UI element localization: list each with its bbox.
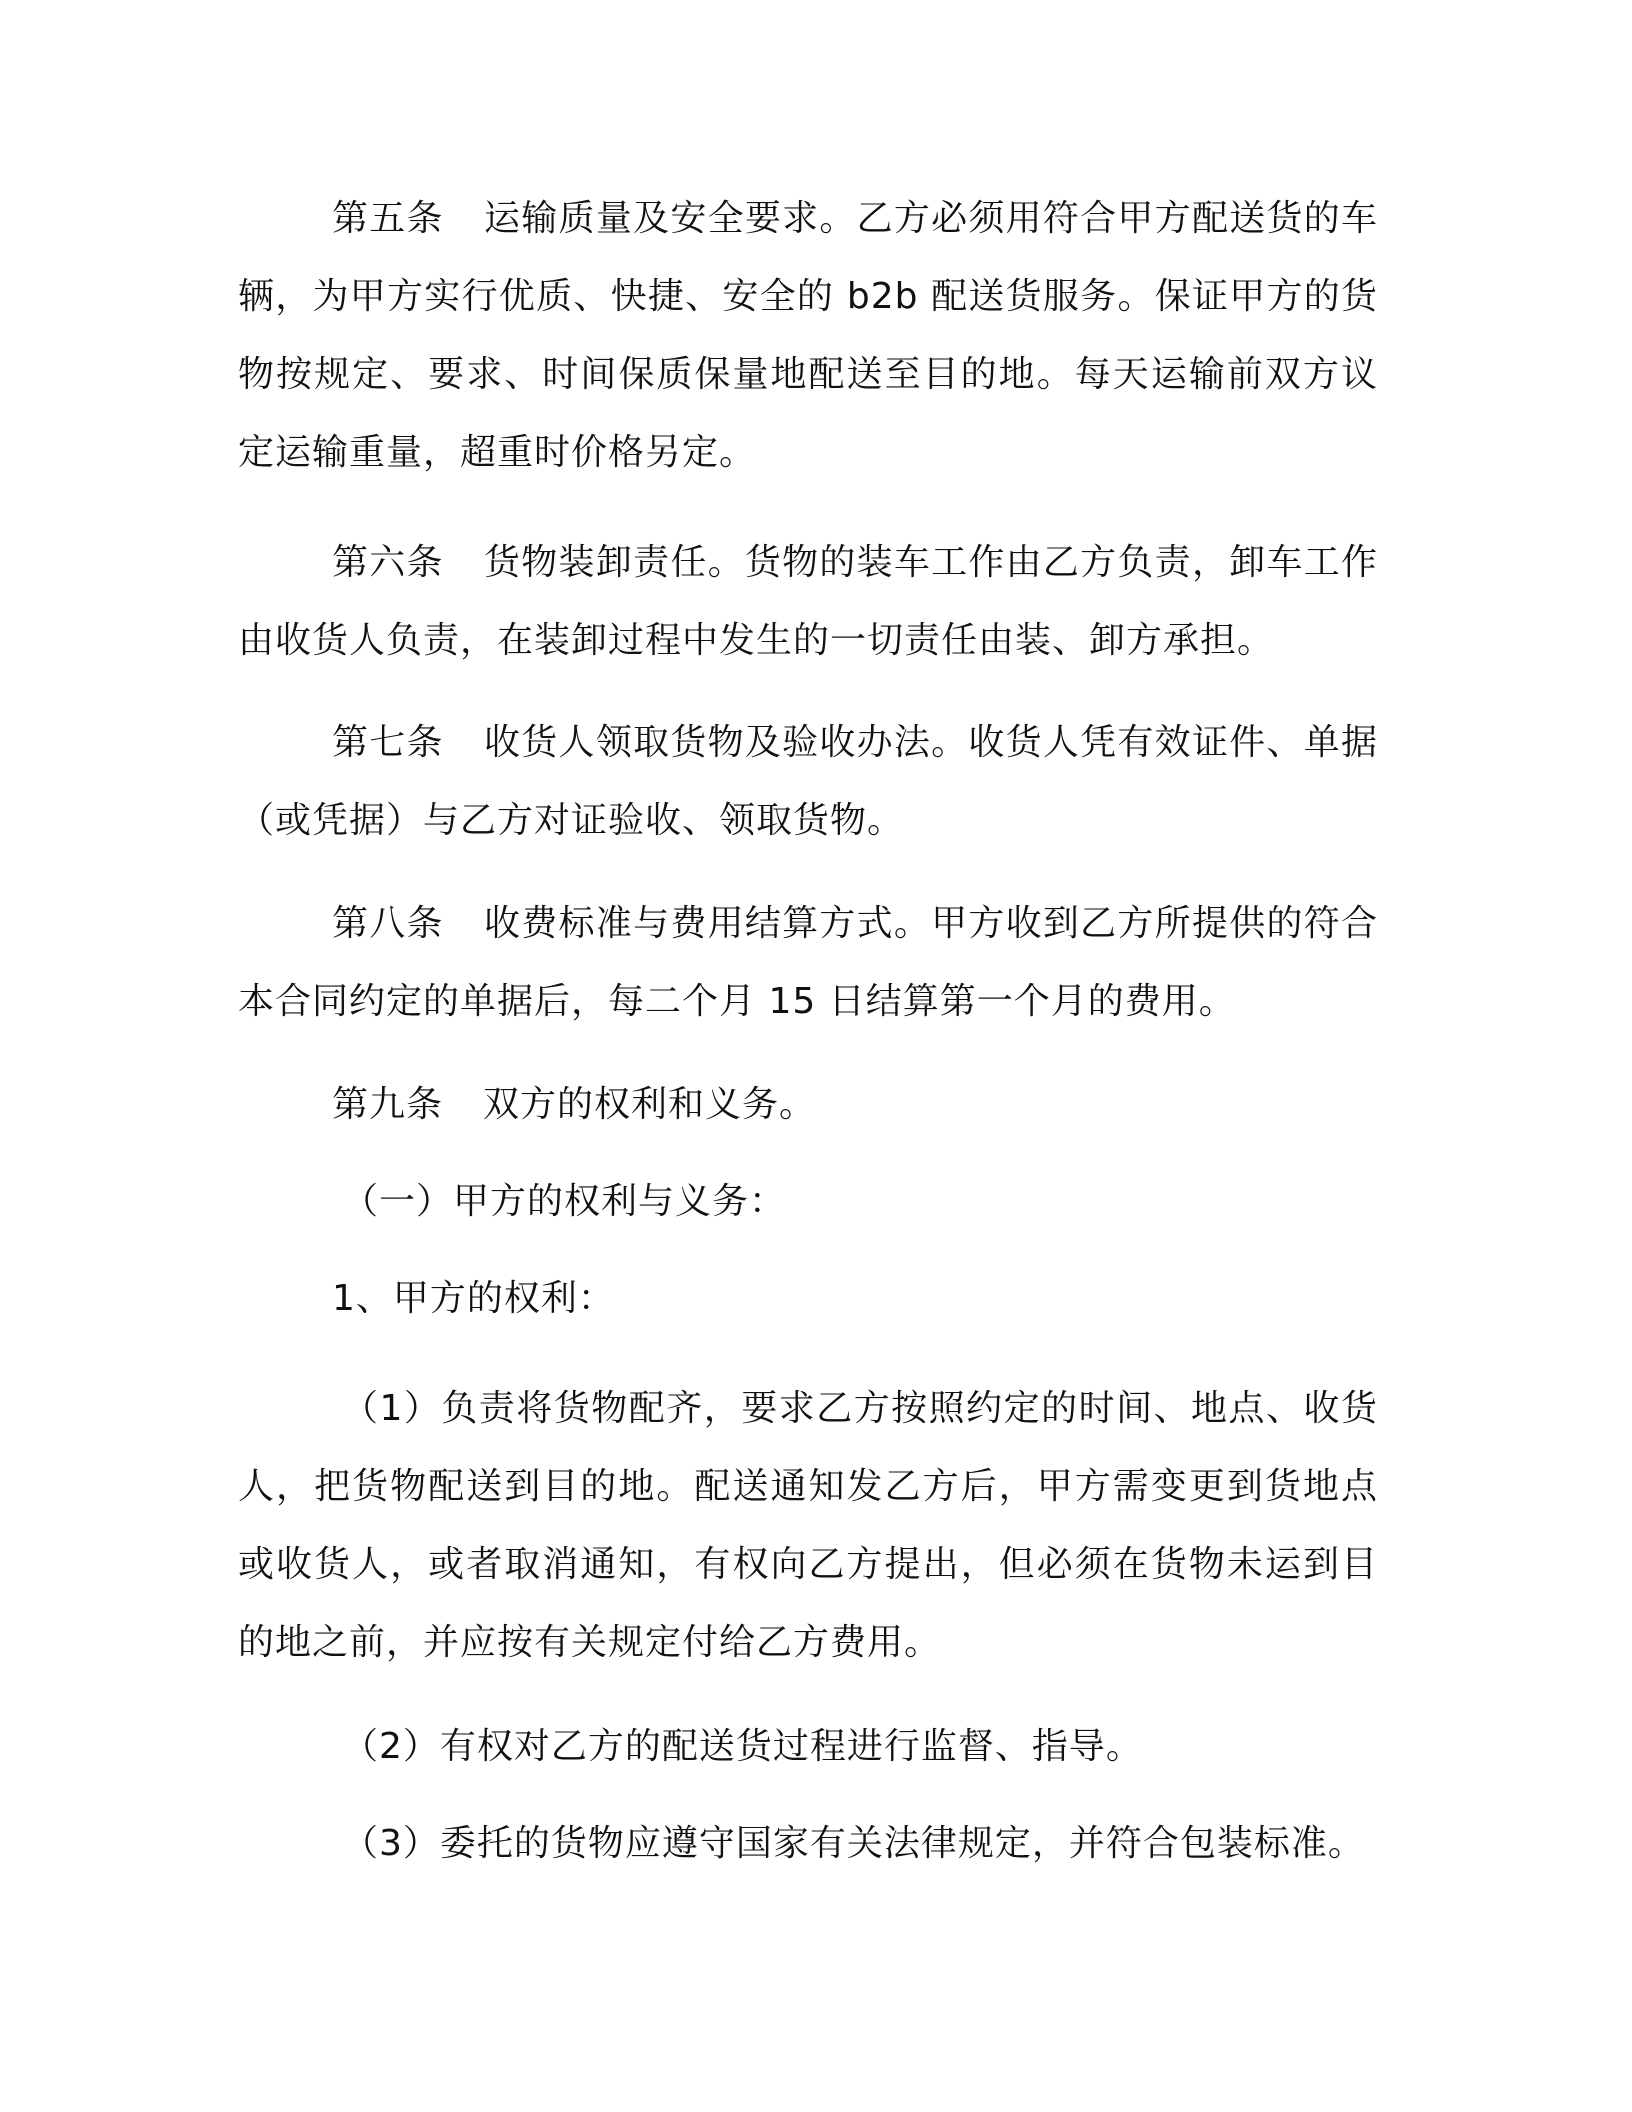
- article-7: [238, 704, 1378, 860]
- article-9: [238, 1066, 1378, 1144]
- article-5: [238, 180, 1378, 492]
- article-number: 第六条: [332, 542, 444, 583]
- list-item: （2）有权对乙方的配送货过程进行监督、指导。: [342, 1726, 1143, 1767]
- subsection-heading: 1、甲方的权利：: [332, 1278, 615, 1319]
- article-text: 收货人领取货物及验收办法。收货人凭有效证件、单据（或凭据）与乙方对证验收、领取货物。: [238, 722, 1378, 841]
- article-text: 收费标准与费用结算方式。甲方收到乙方所提供的符合本合同约定的单据后，每二个月 15 日结算第一个月的费用。: [238, 903, 1378, 1022]
- article-number: 第七条: [332, 722, 444, 763]
- article-number: 第九条: [332, 1084, 444, 1125]
- article-text: 运输质量及安全要求。乙方必须用符合甲方配送货的车辆，为甲方实行优质、快捷、安全的 b2b 配送货服务。保证甲方的货物按规定、要求、时间保质保量地配送至目的地。每天运输前双方议定运输重量，超重时价格另定。: [238, 198, 1378, 473]
- list-item: （1）负责将货物配齐，要求乙方按照约定的时间、地点、收货人，把货物配送到目的地。配送通知发乙方后，甲方需变更到货地点或收货人，或者取消通知，有权向乙方提出，但必须在货物未运到目的地之前，并应按有关规定付给乙方费用。: [238, 1388, 1378, 1663]
- article-number: 第八条: [332, 903, 444, 944]
- article-8: [238, 885, 1378, 1041]
- article-text: 双方的权利和义务。: [483, 1084, 817, 1125]
- article-number: 第五条: [332, 198, 444, 239]
- article-6: [238, 524, 1378, 680]
- list-item: （3）委托的货物应遵守国家有关法律规定，并符合包装标准。: [342, 1823, 1365, 1864]
- article-text: 货物装卸责任。货物的装车工作由乙方负责，卸车工作由收货人负责，在装卸过程中发生的一切责任由装、卸方承担。: [238, 542, 1378, 661]
- section-heading: （一）甲方的权利与义务：: [342, 1181, 787, 1222]
